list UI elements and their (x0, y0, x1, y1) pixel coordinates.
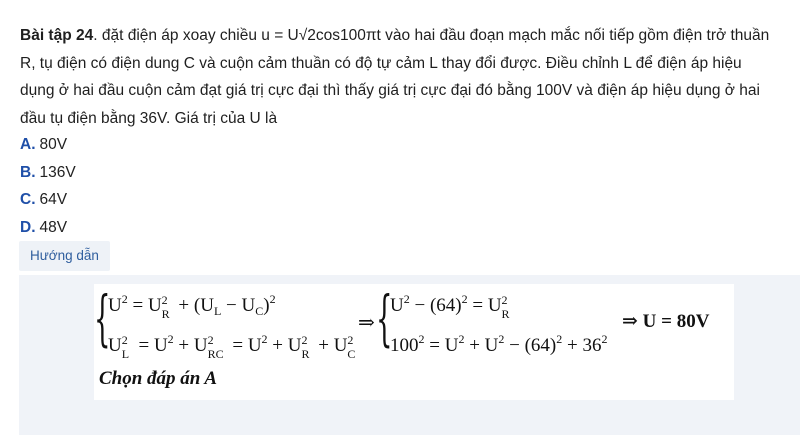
option-letter: A. (20, 136, 36, 153)
option-a[interactable] (20, 131, 76, 159)
option-text: 64V (39, 191, 68, 208)
result: ⇒ U = 80V (622, 311, 710, 332)
question-text (20, 22, 780, 132)
equation-4: $100^2 = U^2 + U^2 - (64)^2 + 36^2$ (390, 332, 608, 356)
option-letter: D. (20, 218, 36, 236)
option-d[interactable] (20, 214, 76, 242)
option-text: 80V (39, 136, 68, 153)
equation-2: U 2 L = $U^2 + U$ 2 RC = $U^2 + U$ 2 R + U 2 C (108, 332, 356, 361)
hint-button[interactable]: Hướng dẫn (19, 241, 110, 271)
answer-options (20, 131, 76, 241)
equation-1: $U^2 = U$ 2 R + $(U_L - U_C)^2$ (108, 292, 276, 321)
option-text: 48V (39, 218, 68, 236)
question-body: . đặt điện áp xoay chiều u = U√2cos100πt vào hai đầu đoạn mạch mắc nối tiếp gồm điện trở thuần R, tụ điện có điện dung C và cuộn cảm thuần có độ tự cảm L thay đổi được. Điều chỉnh L để điện áp hiệu dụng ở hai đầu cuộn cảm đạt giá trị cực đại thì thấy giá trị cực đại đó bằng 100V và điện áp hiệu dụng ở hai đầu tụ điện bằng 36V. Giá trị của U là (20, 27, 770, 127)
option-letter: B. (20, 163, 36, 181)
option-b[interactable] (20, 159, 76, 187)
equation-3: $U^2 - (64)^2 = U$ 2 R (390, 292, 510, 321)
solution-formula-image: { $U^2 = U$ 2 R + $(U_L - U_C)^2$ U 2 L = $U^2 + U$ 2 RC = $U^2 + U$ 2 R + U 2 C ⇒ { $U^2 - (64)^2 = U$ 2 R $100^2 = U^2 + U^2 - (64)^2 + 36^2$ ⇒ U = 80V Chọn đáp án A (94, 284, 734, 400)
answer-line: Chọn đáp án A (99, 368, 218, 389)
option-c[interactable] (20, 186, 76, 214)
implies-arrow: ⇒ (358, 312, 375, 334)
solution-panel (19, 275, 800, 435)
option-letter: C. (20, 191, 36, 208)
option-text: 136V (39, 163, 76, 181)
question-number: Bài tập 24 (20, 27, 94, 44)
